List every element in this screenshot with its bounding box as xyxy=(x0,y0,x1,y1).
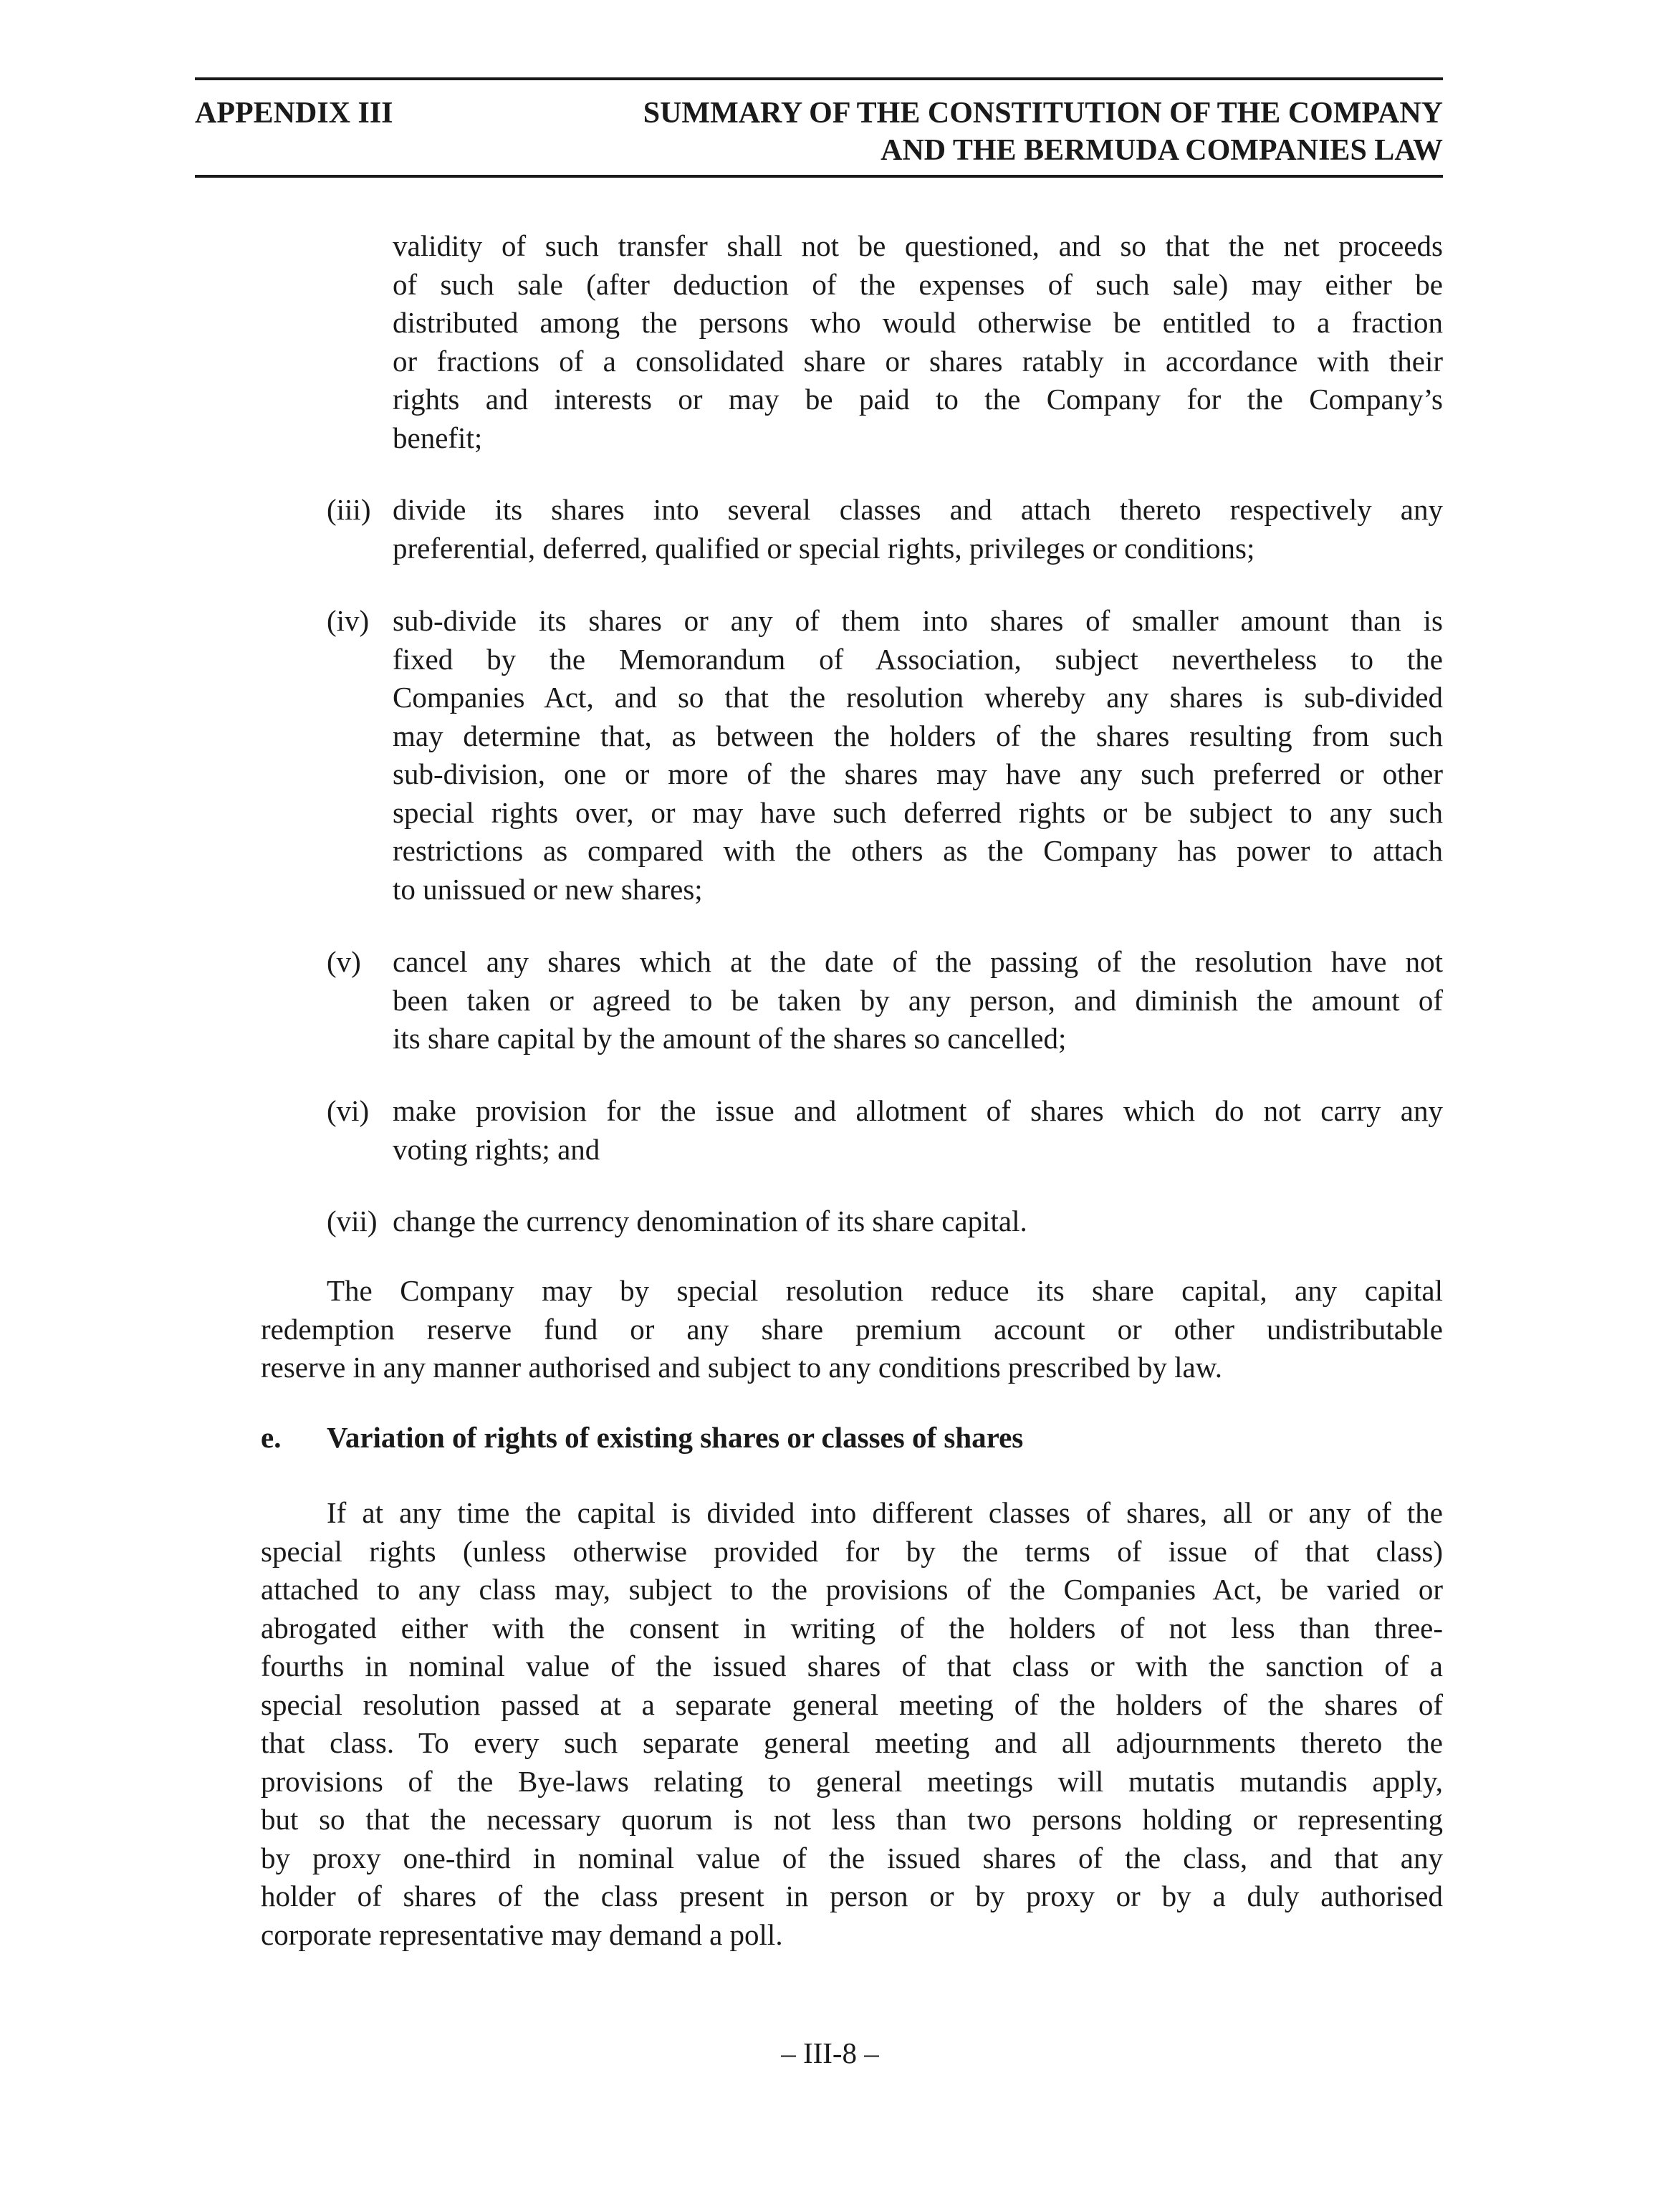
list-item-number: (iv) xyxy=(327,604,370,637)
text-line: of such sale (after deduction of the expenses of such sale) may either be xyxy=(393,267,1443,301)
text-line: make provision for the issue and allotment of shares which do not carry any xyxy=(393,1094,1443,1127)
header-title xyxy=(643,95,1443,169)
text-line: special rights over, or may have such deferred rights or be subject to any such xyxy=(393,795,1443,829)
text-line: cancel any shares which at the date of the passing of the resolution have not xyxy=(393,945,1443,978)
text-line: its share capital by the amount of the shares so cancelled; xyxy=(393,1022,1067,1055)
text-line: fixed by the Memorandum of Association, subject nevertheless to the xyxy=(393,642,1443,676)
text-line: attached to any class may, subject to the provisions of the Companies Act, be varied or xyxy=(261,1573,1443,1606)
list-item-text xyxy=(393,943,1443,1058)
body-paragraph xyxy=(261,1272,1443,1387)
text-line: voting rights; and xyxy=(393,1132,600,1166)
list-item-number: (v) xyxy=(327,945,361,978)
list-item-number: (vii) xyxy=(327,1205,378,1237)
text-line: Companies Act, and so that the resolution whereby any shares is sub-divided xyxy=(393,681,1443,714)
text-line: special resolution passed at a separate general meeting of the holders of the shares of xyxy=(261,1687,1443,1721)
text-line: distributed among the persons who would otherwise be entitled to a fraction xyxy=(393,306,1443,339)
text-line: The Company may by special resolution reduce its share capital, any capital xyxy=(327,1274,1443,1307)
list-item-text xyxy=(393,491,1443,568)
text-line: sub-divide its shares or any of them into shares of smaller amount than is xyxy=(393,604,1443,637)
list-item-text xyxy=(393,1202,1443,1241)
text-line: provisions of the Bye-laws relating to general meetings will mutatis mutandis apply, xyxy=(261,1764,1443,1798)
header-bottom-rule xyxy=(195,175,1443,178)
continuation-paragraph xyxy=(393,227,1443,457)
text-line: been taken or agreed to be taken by any person, and diminish the amount of xyxy=(393,983,1443,1017)
text-line: to unissued or new shares; xyxy=(393,872,703,906)
text-line: divide its shares into several classes and attach thereto respectively any xyxy=(393,493,1443,526)
text-line: holder of shares of the class present in person or by proxy or by a duly authorised xyxy=(261,1880,1443,1912)
text-line: may determine that, as between the holders of the shares resulting from such xyxy=(393,719,1443,752)
text-line: validity of such transfer shall not be questioned, and so that the net proceeds xyxy=(393,229,1443,262)
body-paragraph xyxy=(261,1494,1443,1954)
appendix-label: APPENDIX III xyxy=(195,97,393,130)
text-line: redemption reserve fund or any share premium account or other undistributable xyxy=(261,1312,1443,1346)
text-line: rights and interests or may be paid to the Company for the Company’s xyxy=(393,383,1443,416)
text-line: corporate representative may demand a poll. xyxy=(261,1917,783,1951)
text-line: restrictions as compared with the others as the Company has power to attach xyxy=(393,834,1443,867)
text-line: fourths in nominal value of the issued shares of that class or with the sanction of a xyxy=(261,1650,1443,1682)
text-line: that class. To every such separate general meeting and all adjournments thereto the xyxy=(261,1726,1443,1759)
list-item-number: (vi) xyxy=(327,1094,370,1127)
text-line: reserve in any manner authorised and subject to any conditions prescribed by law. xyxy=(261,1351,1222,1384)
section-heading: Variation of rights of existing shares or classes of shares xyxy=(327,1421,1024,1454)
header-title-line-2: AND THE BERMUDA COMPANIES LAW xyxy=(881,134,1443,167)
header-top-rule xyxy=(195,77,1443,80)
text-line: abrogated either with the consent in writing of the holders of not less than three- xyxy=(261,1611,1443,1644)
text-line: but so that the necessary quorum is not less than two persons holding or representing xyxy=(261,1803,1443,1836)
text-line: benefit; xyxy=(393,421,483,454)
text-line: change the currency denomination of its share capital. xyxy=(393,1205,1027,1237)
header-title-line-1: SUMMARY OF THE CONSTITUTION OF THE COMPANY xyxy=(643,97,1443,130)
text-line: special rights (unless otherwise provided for by the terms of issue of that class) xyxy=(261,1534,1443,1568)
page-number: – III-8 – xyxy=(781,2036,879,2069)
text-line: or fractions of a consolidated share or shares ratably in accordance with their xyxy=(393,344,1443,378)
list-item-text xyxy=(393,602,1443,909)
text-line: by proxy one-third in nominal value of the issued shares of the class, and that any xyxy=(261,1841,1443,1875)
list-item-number: (iii) xyxy=(327,493,371,526)
text-line: sub-division, one or more of the shares may have any such preferred or other xyxy=(393,757,1443,790)
section-letter: e. xyxy=(261,1421,282,1454)
text-line: preferential, deferred, qualified or special rights, privileges or conditions; xyxy=(393,531,1255,565)
text-line: If at any time the capital is divided into different classes of shares, all or any of the xyxy=(327,1496,1443,1529)
list-item-text xyxy=(393,1092,1443,1169)
